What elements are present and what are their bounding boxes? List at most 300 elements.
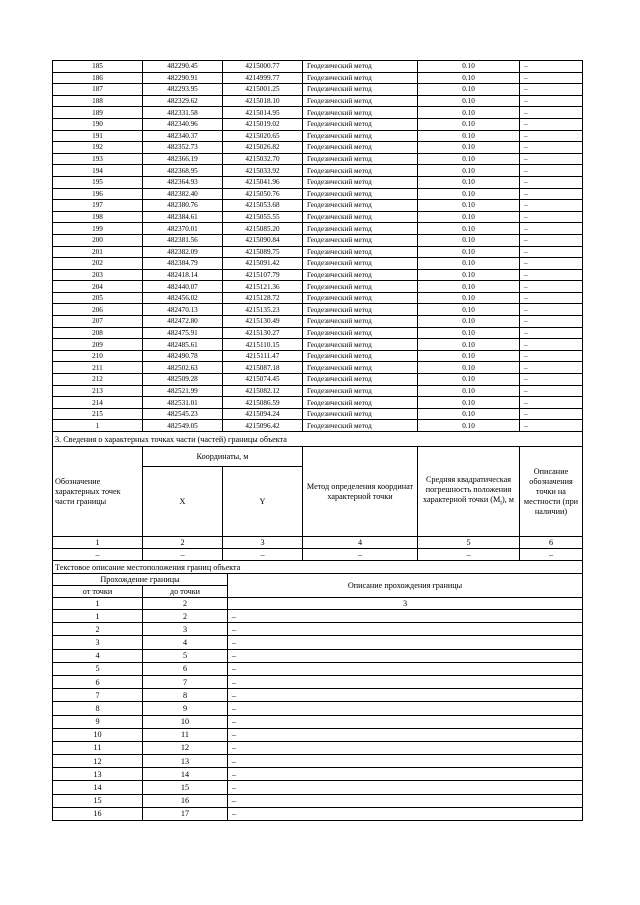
- from-point-cell: 7: [53, 689, 143, 702]
- point-id-cell: 185: [53, 61, 143, 73]
- passage-description-cell: –: [228, 781, 583, 794]
- description-cell: –: [520, 397, 583, 409]
- boundary-description-table: [52, 560, 583, 821]
- passage-description-cell: –: [228, 768, 583, 781]
- accuracy-cell: 0.10: [418, 211, 520, 223]
- to-point-cell: 12: [143, 741, 228, 754]
- col-desc4-header: Описание прохождения границы: [228, 574, 583, 598]
- accuracy-cell: 0.10: [418, 339, 520, 351]
- num-col-2: 2: [143, 598, 228, 610]
- coord-y-cell: 4215111.47: [223, 350, 303, 362]
- from-point-cell: 10: [53, 728, 143, 741]
- method-cell: Геодезический метод: [303, 316, 418, 328]
- accuracy-cell: 0.10: [418, 316, 520, 328]
- point-id-cell: 187: [53, 84, 143, 96]
- to-point-cell: 14: [143, 768, 228, 781]
- table-row: [53, 675, 583, 688]
- table-row: [53, 107, 583, 119]
- table-row: [53, 755, 583, 768]
- table-row: [53, 84, 583, 96]
- table-row: [53, 339, 583, 351]
- method-cell: Геодезический метод: [303, 281, 418, 293]
- method-cell: Геодезический метод: [303, 211, 418, 223]
- table-row: [53, 61, 583, 73]
- section3: [53, 432, 583, 561]
- accuracy-cell: 0.10: [418, 200, 520, 212]
- description-cell: –: [520, 95, 583, 107]
- accuracy-cell: 0.10: [418, 72, 520, 84]
- passage-description-cell: –: [228, 702, 583, 715]
- description-cell: –: [520, 107, 583, 119]
- coord-x-cell: 482531.01: [143, 397, 223, 409]
- to-point-cell: 3: [143, 623, 228, 636]
- col-desc-header: Описание обозначения точки на местности (при наличии): [520, 447, 583, 537]
- coord-x-cell: 482340.96: [143, 118, 223, 130]
- point-id-cell: 201: [53, 246, 143, 258]
- table-row: [53, 807, 583, 820]
- point-id-cell: 194: [53, 165, 143, 177]
- table-row: [53, 258, 583, 270]
- to-point-cell: 7: [143, 675, 228, 688]
- passage-description-cell: –: [228, 755, 583, 768]
- coord-x-cell: 482366.19: [143, 153, 223, 165]
- column-number-cell: 6: [520, 537, 583, 549]
- method-cell: Геодезический метод: [303, 153, 418, 165]
- to-point-cell: 11: [143, 728, 228, 741]
- coord-y-cell: 4215135.23: [223, 304, 303, 316]
- accuracy-cell: 0.10: [418, 95, 520, 107]
- point-id-cell: 186: [53, 72, 143, 84]
- to-point-cell: 16: [143, 794, 228, 807]
- table-row: [53, 327, 583, 339]
- coord-x-cell: 482502.63: [143, 362, 223, 374]
- accuracy-cell: 0.10: [418, 420, 520, 432]
- num-col-1: 1: [53, 598, 143, 610]
- table-row: [53, 130, 583, 142]
- accuracy-cell: 0.10: [418, 269, 520, 281]
- from-point-cell: 3: [53, 636, 143, 649]
- accuracy-cell: 0.10: [418, 374, 520, 386]
- coord-y-cell: 4215128.72: [223, 292, 303, 304]
- accuracy-cell: 0.10: [418, 176, 520, 188]
- table-row: [53, 768, 583, 781]
- coord-x-cell: 482293.95: [143, 84, 223, 96]
- coord-x-cell: 482549.05: [143, 420, 223, 432]
- table-row: [53, 702, 583, 715]
- point-id-cell: 199: [53, 223, 143, 235]
- to-point-cell: 13: [143, 755, 228, 768]
- method-cell: Геодезический метод: [303, 165, 418, 177]
- col-coords-header: Координаты, м: [143, 447, 303, 467]
- point-id-cell: 193: [53, 153, 143, 165]
- point-id-cell: 213: [53, 385, 143, 397]
- coord-y-cell: 4214999.77: [223, 72, 303, 84]
- coord-y-cell: 4215121.36: [223, 281, 303, 293]
- passage-description-cell: –: [228, 728, 583, 741]
- num-col-3: 3: [228, 598, 583, 610]
- accuracy-cell: 0.10: [418, 292, 520, 304]
- point-id-cell: 215: [53, 408, 143, 420]
- from-point-cell: 15: [53, 794, 143, 807]
- description-cell: –: [520, 234, 583, 246]
- from-point-cell: 4: [53, 649, 143, 662]
- method-cell: Геодезический метод: [303, 408, 418, 420]
- table-row: [53, 794, 583, 807]
- accuracy-cell: 0.10: [418, 362, 520, 374]
- accuracy-cell: 0.10: [418, 408, 520, 420]
- coord-y-cell: 4215001.25: [223, 84, 303, 96]
- description-cell: –: [520, 408, 583, 420]
- coord-y-cell: 4215107.79: [223, 269, 303, 281]
- method-cell: Геодезический метод: [303, 385, 418, 397]
- points-table-body: [53, 61, 583, 432]
- table-row: [53, 304, 583, 316]
- coord-x-cell: 482384.79: [143, 258, 223, 270]
- table-row: [53, 72, 583, 84]
- point-id-cell: 200: [53, 234, 143, 246]
- table-row: [53, 316, 583, 328]
- table-row: [53, 269, 583, 281]
- dash-cell: –: [143, 549, 223, 561]
- coord-x-cell: 482382.40: [143, 188, 223, 200]
- col-y-header: Y: [223, 467, 303, 537]
- point-id-cell: 198: [53, 211, 143, 223]
- from-point-cell: 14: [53, 781, 143, 794]
- accuracy-cell: 0.10: [418, 84, 520, 96]
- col-point-header: Обозначение характерных точек части границы: [53, 447, 143, 537]
- to-point-cell: 4: [143, 636, 228, 649]
- from-point-cell: 12: [53, 755, 143, 768]
- coord-x-cell: 482521.99: [143, 385, 223, 397]
- coord-x-cell: 482475.91: [143, 327, 223, 339]
- description-cell: –: [520, 153, 583, 165]
- column-number-cell: 2: [143, 537, 223, 549]
- point-id-cell: 204: [53, 281, 143, 293]
- coord-x-cell: 482509.28: [143, 374, 223, 386]
- accuracy-cell: 0.10: [418, 223, 520, 235]
- from-point-cell: 2: [53, 623, 143, 636]
- table-row: [53, 408, 583, 420]
- coord-y-cell: 4215090.84: [223, 234, 303, 246]
- to-point-cell: 9: [143, 702, 228, 715]
- coord-x-cell: 482440.07: [143, 281, 223, 293]
- table-row: [53, 246, 583, 258]
- accuracy-cell: 0.10: [418, 153, 520, 165]
- description-cell: –: [520, 292, 583, 304]
- table-row: [53, 176, 583, 188]
- passage-description-cell: –: [228, 794, 583, 807]
- method-cell: Геодезический метод: [303, 350, 418, 362]
- accuracy-cell: 0.10: [418, 142, 520, 154]
- method-cell: Геодезический метод: [303, 420, 418, 432]
- coord-y-cell: 4215074.45: [223, 374, 303, 386]
- coord-y-cell: 4215000.77: [223, 61, 303, 73]
- coord-y-cell: 4215087.18: [223, 362, 303, 374]
- description-cell: –: [520, 327, 583, 339]
- method-cell: Геодезический метод: [303, 327, 418, 339]
- point-id-cell: 196: [53, 188, 143, 200]
- description-cell: –: [520, 350, 583, 362]
- passage-description-cell: –: [228, 662, 583, 675]
- table-row: [53, 420, 583, 432]
- table-row: [53, 636, 583, 649]
- coord-x-cell: 482364.93: [143, 176, 223, 188]
- coord-x-cell: 482384.61: [143, 211, 223, 223]
- column-number-cell: 3: [223, 537, 303, 549]
- coord-x-cell: 482290.45: [143, 61, 223, 73]
- from-point-cell: 11: [53, 741, 143, 754]
- coord-y-cell: 4215014.95: [223, 107, 303, 119]
- col-from-header: от точки: [53, 586, 143, 598]
- coord-y-cell: 4215033.92: [223, 165, 303, 177]
- description-cell: –: [520, 142, 583, 154]
- table-row: [53, 689, 583, 702]
- method-cell: Геодезический метод: [303, 246, 418, 258]
- coord-x-cell: 482381.56: [143, 234, 223, 246]
- point-id-cell: 192: [53, 142, 143, 154]
- coord-x-cell: 482382.09: [143, 246, 223, 258]
- point-id-cell: 195: [53, 176, 143, 188]
- coord-y-cell: 4215050.76: [223, 188, 303, 200]
- accuracy-cell: 0.10: [418, 385, 520, 397]
- method-cell: Геодезический метод: [303, 61, 418, 73]
- table-row: [53, 234, 583, 246]
- passage-description-cell: –: [228, 675, 583, 688]
- col-passage-header: Прохождение границы: [53, 574, 228, 586]
- table-row: [53, 188, 583, 200]
- table-row: [53, 741, 583, 754]
- table-row: [53, 385, 583, 397]
- coord-y-cell: 4215086.59: [223, 397, 303, 409]
- passage-description-cell: –: [228, 689, 583, 702]
- boundary-rows: [53, 610, 583, 821]
- point-id-cell: 207: [53, 316, 143, 328]
- accuracy-cell: 0.10: [418, 165, 520, 177]
- description-cell: –: [520, 281, 583, 293]
- point-id-cell: 210: [53, 350, 143, 362]
- to-point-cell: 10: [143, 715, 228, 728]
- accuracy-cell: 0.10: [418, 130, 520, 142]
- point-id-cell: 211: [53, 362, 143, 374]
- accuracy-cell: 0.10: [418, 61, 520, 73]
- coord-y-cell: 4215018.10: [223, 95, 303, 107]
- accuracy-cell: 0.10: [418, 258, 520, 270]
- point-id-cell: 205: [53, 292, 143, 304]
- point-id-cell: 190: [53, 118, 143, 130]
- passage-description-cell: –: [228, 623, 583, 636]
- from-point-cell: 16: [53, 807, 143, 820]
- passage-description-cell: –: [228, 649, 583, 662]
- description-cell: –: [520, 304, 583, 316]
- method-cell: Геодезический метод: [303, 397, 418, 409]
- col-method-header: Метод определения координат характерной точки: [303, 447, 418, 537]
- point-id-cell: 212: [53, 374, 143, 386]
- point-id-cell: 214: [53, 397, 143, 409]
- method-cell: Геодезический метод: [303, 84, 418, 96]
- coord-x-cell: 482545.23: [143, 408, 223, 420]
- accuracy-cell: 0.10: [418, 246, 520, 258]
- from-point-cell: 8: [53, 702, 143, 715]
- method-cell: Геодезический метод: [303, 72, 418, 84]
- accuracy-cell: 0.10: [418, 118, 520, 130]
- coord-x-cell: 482329.62: [143, 95, 223, 107]
- coord-x-cell: 482485.61: [143, 339, 223, 351]
- col-x-header: X: [143, 467, 223, 537]
- point-id-cell: 209: [53, 339, 143, 351]
- table-row: [53, 118, 583, 130]
- method-cell: Геодезический метод: [303, 176, 418, 188]
- description-cell: –: [520, 84, 583, 96]
- table-row: [53, 374, 583, 386]
- col-accuracy-header: Средняя квадратическая погрешность положения характерной точки $(M_t)$, м: [418, 447, 520, 537]
- table-row: [53, 662, 583, 675]
- coord-x-cell: 482380.76: [143, 200, 223, 212]
- coord-x-cell: 482290.91: [143, 72, 223, 84]
- accuracy-cell: 0.10: [418, 304, 520, 316]
- description-cell: –: [520, 269, 583, 281]
- passage-description-cell: –: [228, 610, 583, 623]
- coord-y-cell: 4215020.65: [223, 130, 303, 142]
- table-row: [53, 362, 583, 374]
- table-row: [53, 610, 583, 623]
- from-point-cell: 13: [53, 768, 143, 781]
- coord-x-cell: 482456.02: [143, 292, 223, 304]
- method-cell: Геодезический метод: [303, 142, 418, 154]
- method-cell: Геодезический метод: [303, 362, 418, 374]
- section3-title: 3. Сведения о характерных точках части (частей) границы объекта: [53, 432, 583, 447]
- coord-y-cell: 4215130.27: [223, 327, 303, 339]
- table-row: [53, 281, 583, 293]
- column-number-cell: 5: [418, 537, 520, 549]
- coord-y-cell: 4215091.42: [223, 258, 303, 270]
- coord-x-cell: 482331.58: [143, 107, 223, 119]
- coord-y-cell: 4215096.42: [223, 420, 303, 432]
- table-row: [53, 781, 583, 794]
- description-cell: –: [520, 420, 583, 432]
- table-row: [53, 292, 583, 304]
- coord-y-cell: 4215019.02: [223, 118, 303, 130]
- point-id-cell: 1: [53, 420, 143, 432]
- table-row: [53, 350, 583, 362]
- coord-x-cell: 482368.95: [143, 165, 223, 177]
- description-cell: –: [520, 200, 583, 212]
- column-number-cell: 4: [303, 537, 418, 549]
- col-to-header: до точки: [143, 586, 228, 598]
- point-id-cell: 208: [53, 327, 143, 339]
- point-id-cell: 191: [53, 130, 143, 142]
- to-point-cell: 2: [143, 610, 228, 623]
- table-row: [53, 165, 583, 177]
- table-row: [53, 397, 583, 409]
- main-table: [52, 60, 583, 561]
- from-point-cell: 6: [53, 675, 143, 688]
- coord-x-cell: 482470.13: [143, 304, 223, 316]
- coord-x-cell: 482352.73: [143, 142, 223, 154]
- method-cell: Геодезический метод: [303, 223, 418, 235]
- coord-y-cell: 4215041.96: [223, 176, 303, 188]
- point-id-cell: 189: [53, 107, 143, 119]
- description-cell: –: [520, 223, 583, 235]
- coord-y-cell: 4215089.75: [223, 246, 303, 258]
- accuracy-cell: 0.10: [418, 397, 520, 409]
- coord-x-cell: 482472.80: [143, 316, 223, 328]
- coord-x-cell: 482490.78: [143, 350, 223, 362]
- point-id-cell: 197: [53, 200, 143, 212]
- to-point-cell: 6: [143, 662, 228, 675]
- coord-y-cell: 4215085.20: [223, 223, 303, 235]
- coord-y-cell: 4215094.24: [223, 408, 303, 420]
- dash-cell: –: [418, 549, 520, 561]
- table-row: [53, 623, 583, 636]
- to-point-cell: 5: [143, 649, 228, 662]
- accuracy-cell: 0.10: [418, 281, 520, 293]
- coord-y-cell: 4215110.15: [223, 339, 303, 351]
- coord-y-cell: 4215026.82: [223, 142, 303, 154]
- method-cell: Геодезический метод: [303, 188, 418, 200]
- column-number-cell: 1: [53, 537, 143, 549]
- coord-x-cell: 482340.37: [143, 130, 223, 142]
- method-cell: Геодезический метод: [303, 130, 418, 142]
- passage-description-cell: –: [228, 636, 583, 649]
- method-cell: Геодезический метод: [303, 269, 418, 281]
- accuracy-cell: 0.10: [418, 350, 520, 362]
- table-row: [53, 211, 583, 223]
- coord-y-cell: 4215055.55: [223, 211, 303, 223]
- passage-description-cell: –: [228, 741, 583, 754]
- accuracy-cell: 0.10: [418, 188, 520, 200]
- coord-y-cell: 4215130.49: [223, 316, 303, 328]
- method-cell: Геодезический метод: [303, 95, 418, 107]
- method-cell: Геодезический метод: [303, 339, 418, 351]
- point-id-cell: 203: [53, 269, 143, 281]
- coord-x-cell: 482418.14: [143, 269, 223, 281]
- coord-y-cell: 4215082.12: [223, 385, 303, 397]
- table-row: [53, 142, 583, 154]
- description-cell: –: [520, 130, 583, 142]
- accuracy-cell: 0.10: [418, 327, 520, 339]
- table-row: [53, 223, 583, 235]
- description-cell: –: [520, 61, 583, 73]
- dash-cell: –: [520, 549, 583, 561]
- from-point-cell: 1: [53, 610, 143, 623]
- dash-cell: –: [223, 549, 303, 561]
- section3-dash-row: [53, 549, 583, 561]
- table-row: [53, 200, 583, 212]
- description-cell: –: [520, 211, 583, 223]
- method-cell: Геодезический метод: [303, 118, 418, 130]
- description-cell: –: [520, 316, 583, 328]
- table-row: [53, 728, 583, 741]
- dash-cell: –: [53, 549, 143, 561]
- point-id-cell: 206: [53, 304, 143, 316]
- description-cell: –: [520, 258, 583, 270]
- to-point-cell: 17: [143, 807, 228, 820]
- to-point-cell: 8: [143, 689, 228, 702]
- passage-description-cell: –: [228, 807, 583, 820]
- section4-title: Текстовое описание местоположения границ объекта: [53, 561, 583, 574]
- from-point-cell: 9: [53, 715, 143, 728]
- description-cell: –: [520, 339, 583, 351]
- description-cell: –: [520, 385, 583, 397]
- table-row: [53, 715, 583, 728]
- accuracy-cell: 0.10: [418, 234, 520, 246]
- section3-number-row: [53, 537, 583, 549]
- description-cell: –: [520, 362, 583, 374]
- description-cell: –: [520, 165, 583, 177]
- document-page: [52, 60, 582, 821]
- method-cell: Геодезический метод: [303, 374, 418, 386]
- point-id-cell: 202: [53, 258, 143, 270]
